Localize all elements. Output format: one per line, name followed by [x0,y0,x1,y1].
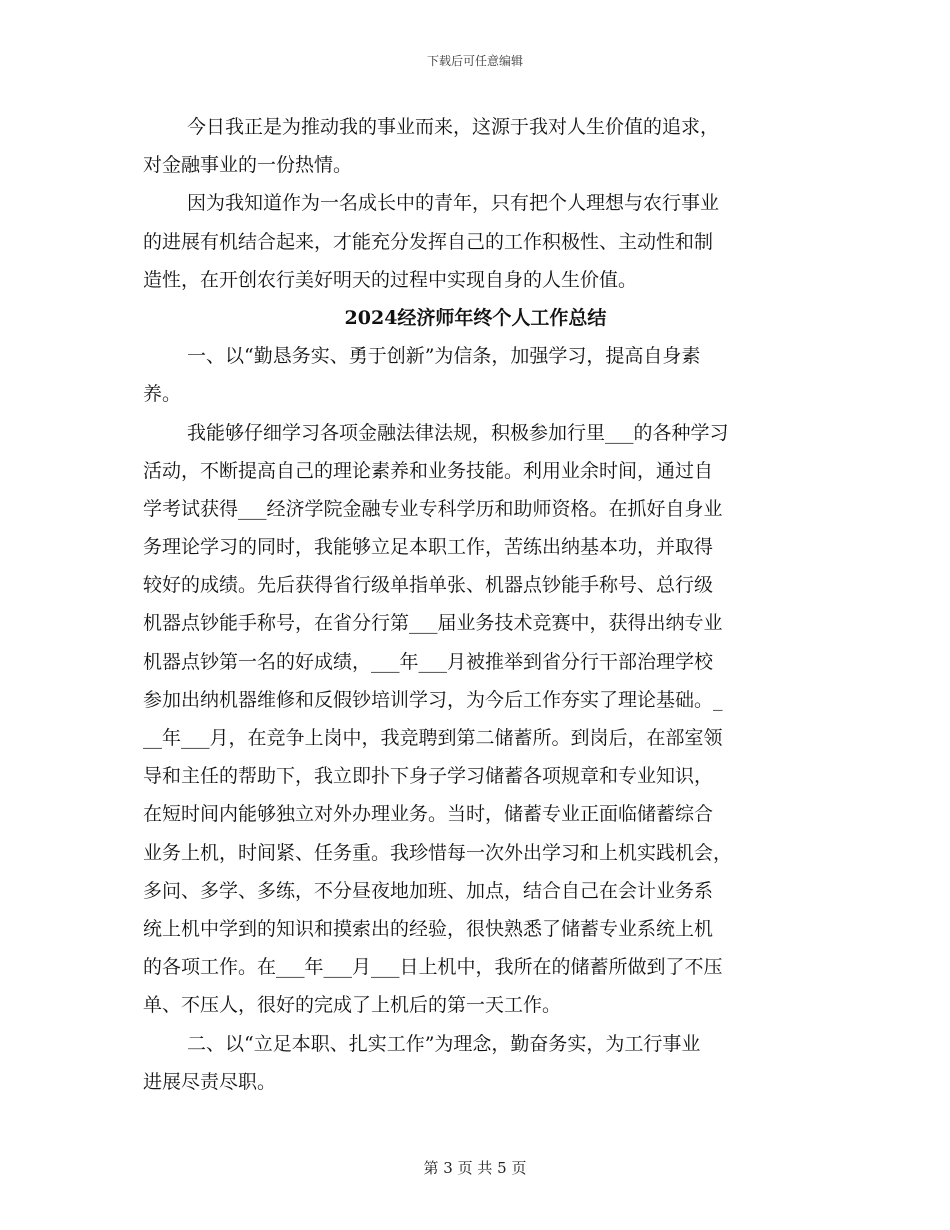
section-heading-cont: 进展尽责尽职。 [143,1070,277,1093]
paragraph-line: 较好的成绩。先后获得省行级单指单张、机器点钞能手称号、总行级 [143,574,714,597]
paragraph-line: 的各项工作。在___年___月___日上机中，我所在的储蓄所做到了不压 [143,956,723,979]
page-footer: 第 3 页 共 5 页 [423,1159,527,1177]
paragraph-line: 导和主任的帮助下，我立即扑下身子学习储蓄各项规章和专业知识， [143,765,714,788]
document-body [143,108,808,1101]
paragraph-line: 造性，在开创农行美好明天的过程中实现自身的人生价值。 [143,268,638,291]
paragraph-line: 多问、多学、多练，不分昼夜地加班、加点，结合自己在会计业务系 [143,879,714,902]
paragraph-line: 参加出纳机器维修和反假钞培训学习，为今后工作夯实了理论基础。_ [143,688,723,711]
paragraph-line: 的进展有机结合起来，才能充分发挥自己的工作积极性、主动性和制 [143,230,714,253]
page-header: 下载后可任意编辑 [426,54,523,68]
paragraph-line: 我能够仔细学习各项金融法律法规，积极参加行里___的各种学习 [187,421,729,444]
document-title: 2024经济师年终个人工作总结 [344,306,607,329]
paragraph-line: 务理论学习的同时，我能够立足本职工作，苦练出纳基本功，并取得 [143,536,714,559]
paragraph-line: 机器点钞能手称号，在省分行第___届业务技术竞赛中，获得出纳专业 [143,612,723,635]
section-heading-cont: 养。 [143,383,182,406]
paragraph-line: 今日我正是为推动我的事业而来，这源于我对人生价值的追求， [187,116,720,138]
paragraph-line: 活动，不断提高自己的理论素养和业务技能。利用业余时间，通过自 [143,459,714,482]
paragraph-line: 在短时间内能够独立对外办理业务。当时，储蓄专业正面临储蓄综合 [143,803,714,826]
paragraph-line: 因为我知道作为一名成长中的青年，只有把个人理想与农行事业 [187,192,720,215]
paragraph-line: 统上机中学到的知识和摸索出的经验，很快熟悉了储蓄专业系统上机 [143,917,714,940]
paragraph-line: __年___月，在竞争上岗中，我竞聘到第二储蓄所。到岗后，在部室领 [143,727,723,749]
paragraph-line: 对金融事业的一份热情。 [143,154,353,177]
paragraph-line: 业务上机，时间紧、任务重。我珍惜每一次外出学习和上机实践机会， [143,841,733,864]
section-heading: 一、以“勤恳务实、勇于创新”为信条，加强学习，提高自身素 [187,345,701,368]
paragraph-line: 学考试获得___经济学院金融专业专科学历和助师资格。在抓好自身业 [143,497,723,520]
paragraph-line: 机器点钞第一名的好成绩，___年___月被推举到省分行干部治理学校 [143,650,714,673]
paragraph-line: 单、不压人，很好的完成了上机后的第一天工作。 [143,994,562,1017]
section-heading: 二、以“立足本职、扎实工作”为理念，勤奋务实，为工行事业 [187,1032,701,1055]
